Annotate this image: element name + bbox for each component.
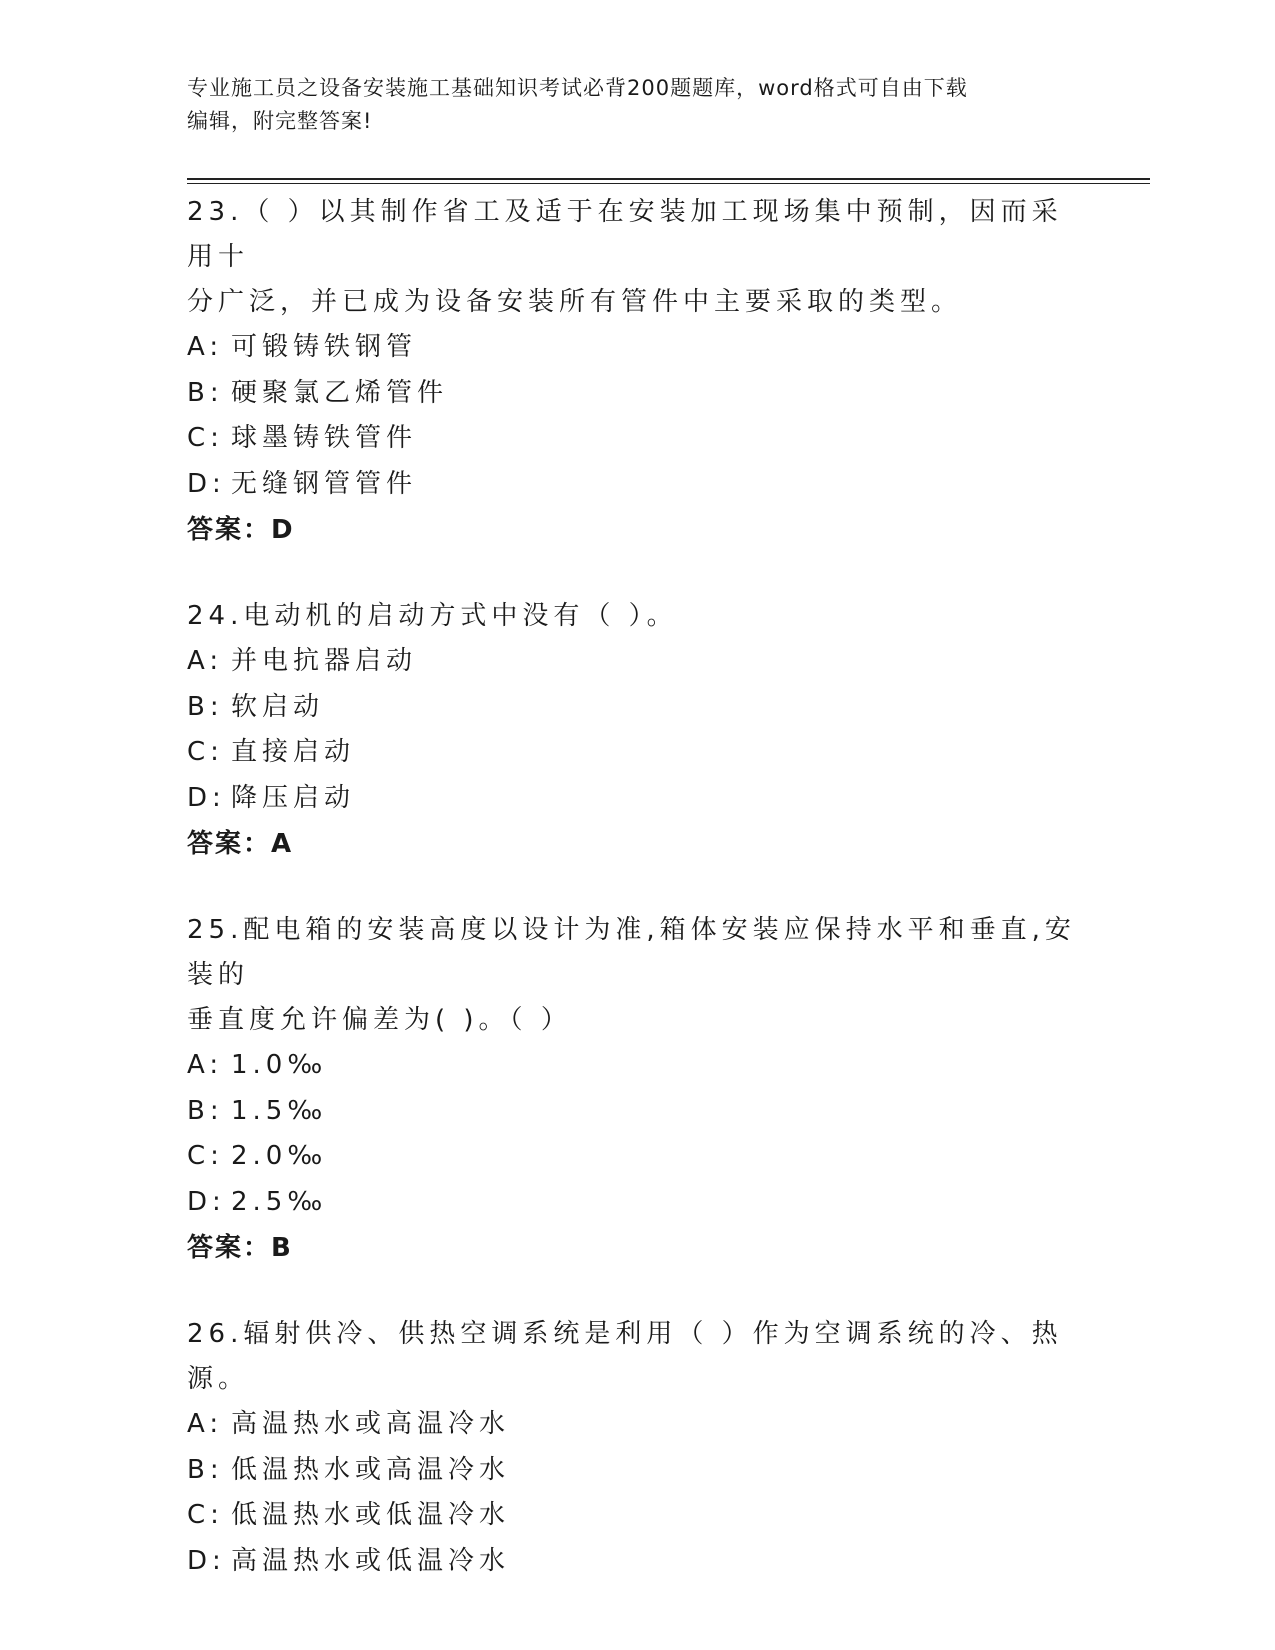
option-text: 可锻铸铁钢管 — [231, 332, 418, 362]
header-line-2: 编辑，附完整答案! — [187, 109, 373, 133]
option-key: C: — [187, 423, 224, 453]
option-d — [187, 1180, 1087, 1226]
option-text: 高温热水或高温冷水 — [231, 1409, 511, 1439]
option-text: 降压启动 — [231, 782, 356, 813]
question-23 — [187, 190, 1087, 553]
option-c — [187, 1134, 1087, 1180]
option-key: C: — [187, 1500, 224, 1530]
question-25 — [187, 908, 1087, 1271]
option-text: 高温热水或低温冷水 — [231, 1545, 511, 1576]
option-d — [187, 776, 1087, 822]
option-text: 低温热水或低温冷水 — [231, 1500, 511, 1530]
option-text: 1.5‰ — [231, 1095, 328, 1126]
option-key: B: — [187, 1454, 224, 1485]
option-c — [187, 730, 1087, 776]
question-stem-line-1: 25.配电箱的安装高度以设计为准,箱体安装应保持水平和垂直,安装的 — [187, 915, 1076, 990]
question-26 — [187, 1312, 1087, 1584]
option-key: A: — [187, 1050, 224, 1080]
answer: 答案：A — [187, 829, 294, 859]
option-key: C: — [187, 737, 224, 767]
option-key: D: — [187, 1545, 226, 1576]
option-text: 1.0‰ — [231, 1050, 328, 1080]
option-d — [187, 462, 1087, 508]
option-b — [187, 685, 1087, 731]
option-a — [187, 639, 1087, 685]
question-24 — [187, 594, 1087, 867]
option-key: D: — [187, 468, 226, 499]
option-key: D: — [187, 782, 226, 813]
option-text: 软启动 — [231, 691, 325, 722]
option-key: B: — [187, 1095, 224, 1126]
option-key: D: — [187, 1186, 226, 1217]
option-key: B: — [187, 691, 224, 722]
question-stem-line-1: 26.辐射供冷、供热空调系统是利用（ ）作为空调系统的冷、热源。 — [187, 1319, 1063, 1394]
question-stem — [187, 1312, 1087, 1402]
option-text: 2.0‰ — [231, 1141, 328, 1171]
option-a — [187, 1402, 1087, 1448]
option-b — [187, 1089, 1087, 1135]
option-text: 硬聚氯乙烯管件 — [231, 377, 449, 408]
header-rule-thin — [187, 183, 1150, 184]
answer: 答案：B — [187, 1233, 293, 1263]
option-key: A: — [187, 646, 224, 676]
option-a — [187, 325, 1087, 371]
option-d — [187, 1539, 1087, 1585]
option-text: 低温热水或高温冷水 — [231, 1454, 511, 1485]
option-key: A: — [187, 332, 224, 362]
option-text: 直接启动 — [231, 737, 356, 767]
question-stem — [187, 908, 1087, 1043]
option-text: 并电抗器启动 — [231, 646, 418, 676]
header-line-1: 专业施工员之设备安装施工基础知识考试必背200题题库，word格式可自由下载 — [187, 76, 968, 100]
option-text: 球墨铸铁管件 — [231, 423, 418, 453]
option-b — [187, 1448, 1087, 1494]
option-key: B: — [187, 377, 224, 408]
question-list — [187, 190, 1087, 1625]
option-c — [187, 1493, 1087, 1539]
header-rule-thick — [187, 178, 1150, 180]
question-stem-line-1: 24.电动机的启动方式中没有（ ）。 — [187, 601, 678, 631]
option-b — [187, 371, 1087, 417]
option-key: C: — [187, 1141, 224, 1171]
option-a — [187, 1043, 1087, 1089]
answer: 答案：D — [187, 515, 295, 545]
question-stem — [187, 594, 1087, 639]
question-stem-line-2: 分广泛，并已成为设备安装所有管件中主要采取的类型。 — [187, 287, 963, 317]
question-stem — [187, 190, 1087, 325]
option-text: 无缝钢管管件 — [231, 468, 418, 499]
option-text: 2.5‰ — [231, 1186, 328, 1217]
option-c — [187, 416, 1087, 462]
document-header — [187, 72, 1087, 138]
question-stem-line-1: 23.（ ）以其制作省工及适于在安装加工现场集中预制，因而采用十 — [187, 197, 1063, 272]
option-key: A: — [187, 1409, 224, 1439]
question-stem-line-2: 垂直度允许偏差为( )。（ ） — [187, 1005, 572, 1035]
